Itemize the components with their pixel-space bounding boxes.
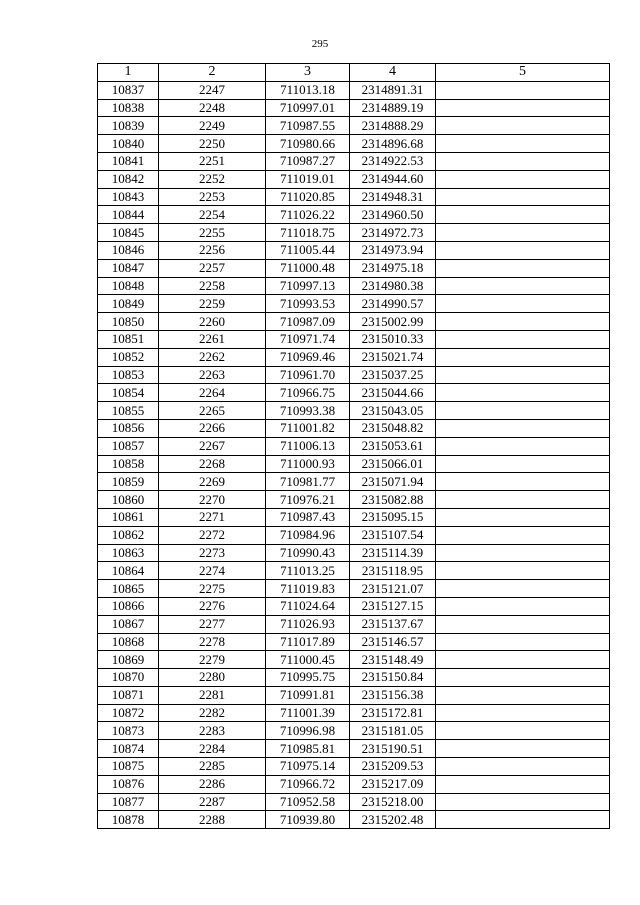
table-cell: 710952.58 [266,793,350,811]
table-cell [436,330,610,348]
table-cell: 2315127.15 [350,597,436,615]
table-cell: 2315172.81 [350,704,436,722]
table-cell: 2315044.66 [350,384,436,402]
table-row [98,437,610,455]
table-cell: 10859 [98,473,159,491]
table-cell: 2315148.49 [350,651,436,669]
table-cell: 10876 [98,775,159,793]
table-row [98,330,610,348]
table-cell: 2280 [159,669,266,687]
table-row [98,758,610,776]
table-row [98,295,610,313]
table-cell: 710966.75 [266,384,350,402]
table-cell [436,526,610,544]
table-cell: 710975.14 [266,758,350,776]
table-cell: 2315156.38 [350,686,436,704]
table-cell: 710995.75 [266,669,350,687]
table-row [98,366,610,384]
table-cell: 710984.96 [266,526,350,544]
table-cell: 2315071.94 [350,473,436,491]
table-row [98,775,610,793]
table-cell: 10844 [98,206,159,224]
table-cell: 2282 [159,704,266,722]
table-row [98,259,610,277]
table-row [98,348,610,366]
table-row [98,597,610,615]
table-cell: 710990.43 [266,544,350,562]
table-cell: 710961.70 [266,366,350,384]
table-cell: 10873 [98,722,159,740]
table-cell: 710987.43 [266,508,350,526]
table-row [98,81,610,99]
column-header: 3 [266,64,350,82]
table-cell: 711018.75 [266,224,350,242]
table-cell [436,99,610,117]
table-cell: 2247 [159,81,266,99]
table-cell: 710996.98 [266,722,350,740]
table-cell: 2314973.94 [350,241,436,259]
table-cell: 711001.39 [266,704,350,722]
table-cell [436,615,610,633]
table-cell: 2315043.05 [350,402,436,420]
table-cell: 2314889.19 [350,99,436,117]
table-cell: 2314948.31 [350,188,436,206]
table-cell: 2315150.84 [350,669,436,687]
table-cell: 711024.64 [266,597,350,615]
table-row [98,473,610,491]
table-cell: 10868 [98,633,159,651]
table-cell: 2261 [159,330,266,348]
table-row [98,419,610,437]
table-cell [436,295,610,313]
table-cell: 2279 [159,651,266,669]
column-header: 4 [350,64,436,82]
table-cell: 710971.74 [266,330,350,348]
table-cell: 10850 [98,313,159,331]
table-row [98,277,610,295]
table-cell: 2267 [159,437,266,455]
table-cell: 10842 [98,170,159,188]
table-cell: 711001.82 [266,419,350,437]
table-cell: 710939.80 [266,811,350,829]
table-cell: 2281 [159,686,266,704]
table-cell: 2315209.53 [350,758,436,776]
table-row [98,722,610,740]
table-cell: 10875 [98,758,159,776]
table-row [98,544,610,562]
table-cell: 2253 [159,188,266,206]
table-cell: 2315217.09 [350,775,436,793]
table-cell: 10846 [98,241,159,259]
table-cell: 2268 [159,455,266,473]
column-header: 1 [98,64,159,82]
table-cell: 2315218.00 [350,793,436,811]
table-row [98,491,610,509]
table-cell: 10857 [98,437,159,455]
table-cell: 2276 [159,597,266,615]
table-cell: 710997.13 [266,277,350,295]
table-cell: 10861 [98,508,159,526]
table-cell: 2271 [159,508,266,526]
table-cell: 2314972.73 [350,224,436,242]
table-cell: 2315010.33 [350,330,436,348]
table-cell: 10848 [98,277,159,295]
table-cell [436,775,610,793]
table-cell [436,117,610,135]
table-cell: 2249 [159,117,266,135]
table-cell: 710987.27 [266,152,350,170]
table-cell: 2274 [159,562,266,580]
table-cell: 2278 [159,633,266,651]
table-cell [436,170,610,188]
table-cell: 2288 [159,811,266,829]
table-row [98,686,610,704]
table-cell: 710980.66 [266,135,350,153]
table-cell [436,793,610,811]
table-cell [436,259,610,277]
column-header: 5 [436,64,610,82]
table-cell: 711026.22 [266,206,350,224]
table-cell: 2315146.57 [350,633,436,651]
table-cell [436,277,610,295]
table-cell: 2315190.51 [350,740,436,758]
table-cell: 711017.89 [266,633,350,651]
table-cell: 2250 [159,135,266,153]
table-cell: 10845 [98,224,159,242]
table-cell: 2315021.74 [350,348,436,366]
table-cell: 2315181.05 [350,722,436,740]
table-cell [436,508,610,526]
table-cell: 2287 [159,793,266,811]
table-cell: 711000.45 [266,651,350,669]
table-row [98,188,610,206]
table-cell [436,562,610,580]
table-cell: 2283 [159,722,266,740]
table-cell: 711026.93 [266,615,350,633]
table-row [98,740,610,758]
table-cell: 2315066.01 [350,455,436,473]
table-cell: 710981.77 [266,473,350,491]
table-cell: 2262 [159,348,266,366]
table-row [98,508,610,526]
table-cell: 710987.09 [266,313,350,331]
table-row [98,455,610,473]
table-cell: 2314975.18 [350,259,436,277]
table-row [98,651,610,669]
table-cell: 2264 [159,384,266,402]
table-cell [436,241,610,259]
table-cell [436,740,610,758]
table-cell: 10874 [98,740,159,758]
table-cell: 2260 [159,313,266,331]
table-cell: 2315107.54 [350,526,436,544]
table-cell: 711019.01 [266,170,350,188]
table-cell: 10864 [98,562,159,580]
table-cell: 711013.18 [266,81,350,99]
table-cell: 2259 [159,295,266,313]
table-cell: 2272 [159,526,266,544]
column-header: 2 [159,64,266,82]
table-cell: 2248 [159,99,266,117]
table-cell [436,402,610,420]
table-cell: 710985.81 [266,740,350,758]
table-cell [436,633,610,651]
table-cell: 711000.93 [266,455,350,473]
table-row [98,99,610,117]
table-row [98,562,610,580]
table-cell: 10862 [98,526,159,544]
table-cell [436,135,610,153]
table-cell: 711000.48 [266,259,350,277]
table-cell: 711006.13 [266,437,350,455]
table-cell [436,81,610,99]
table-body [98,81,610,828]
table-cell: 2315037.25 [350,366,436,384]
table-cell: 2314980.38 [350,277,436,295]
table-cell: 2315118.95 [350,562,436,580]
table-cell: 2315048.82 [350,419,436,437]
table-cell: 710966.72 [266,775,350,793]
table-cell: 10854 [98,384,159,402]
table-cell [436,651,610,669]
table-cell: 10838 [98,99,159,117]
table-row [98,170,610,188]
table-cell: 10840 [98,135,159,153]
table-cell [436,419,610,437]
table-cell: 2257 [159,259,266,277]
table-cell: 711005.44 [266,241,350,259]
table-cell [436,313,610,331]
table-cell [436,188,610,206]
table-cell: 2284 [159,740,266,758]
table-cell: 2315202.48 [350,811,436,829]
table-row [98,206,610,224]
table-cell [436,384,610,402]
table-cell: 710997.01 [266,99,350,117]
table-cell: 10877 [98,793,159,811]
table-cell: 10871 [98,686,159,704]
table-cell: 710987.55 [266,117,350,135]
table-cell: 710976.21 [266,491,350,509]
table-row [98,580,610,598]
table-cell: 2277 [159,615,266,633]
table-cell: 2314891.31 [350,81,436,99]
table-cell: 2269 [159,473,266,491]
table-row [98,633,610,651]
table-row [98,384,610,402]
table-cell [436,580,610,598]
table-cell: 2314922.53 [350,152,436,170]
table-cell: 2273 [159,544,266,562]
table-cell: 2265 [159,402,266,420]
table-cell: 10843 [98,188,159,206]
table-cell [436,455,610,473]
table-cell: 2315053.61 [350,437,436,455]
table-cell: 10870 [98,669,159,687]
page-number: 295 [311,38,329,50]
table-cell: 10856 [98,419,159,437]
table-cell: 710991.81 [266,686,350,704]
table-cell: 2266 [159,419,266,437]
table-cell: 2315121.07 [350,580,436,598]
table-cell: 2275 [159,580,266,598]
table-cell [436,473,610,491]
table-cell: 711020.85 [266,188,350,206]
table-cell: 2314944.60 [350,170,436,188]
table-cell [436,437,610,455]
table-cell: 2263 [159,366,266,384]
table-row [98,793,610,811]
table-row [98,313,610,331]
table-row [98,135,610,153]
table-cell: 10878 [98,811,159,829]
table-cell: 10866 [98,597,159,615]
table-cell [436,491,610,509]
table-cell: 710993.38 [266,402,350,420]
table-row [98,152,610,170]
table-cell: 10841 [98,152,159,170]
table-cell: 2314990.57 [350,295,436,313]
table-cell: 2315082.88 [350,491,436,509]
table-cell: 10860 [98,491,159,509]
table-cell: 2314888.29 [350,117,436,135]
table-cell: 10853 [98,366,159,384]
table-cell: 711019.83 [266,580,350,598]
table-row [98,704,610,722]
table-cell: 2314960.50 [350,206,436,224]
table-cell: 2258 [159,277,266,295]
table-row [98,615,610,633]
table-row [98,669,610,687]
table-cell: 10872 [98,704,159,722]
table-cell: 2315002.99 [350,313,436,331]
table-cell: 2286 [159,775,266,793]
table-row [98,526,610,544]
table-cell: 2315114.39 [350,544,436,562]
table-cell [436,366,610,384]
table-cell: 2256 [159,241,266,259]
table-cell: 10863 [98,544,159,562]
table-cell: 2251 [159,152,266,170]
table-cell [436,811,610,829]
table-cell: 2285 [159,758,266,776]
table-row [98,241,610,259]
table-cell: 2315137.67 [350,615,436,633]
coordinates-table [97,63,610,829]
table-cell [436,206,610,224]
table-cell: 10858 [98,455,159,473]
table-header-row [98,64,610,82]
table-cell [436,224,610,242]
table-cell [436,704,610,722]
table-cell: 2252 [159,170,266,188]
table-cell: 10839 [98,117,159,135]
table-cell [436,597,610,615]
table-cell [436,722,610,740]
table-cell [436,686,610,704]
table-cell: 710993.53 [266,295,350,313]
table-cell: 10867 [98,615,159,633]
table-cell [436,758,610,776]
table-cell: 10837 [98,81,159,99]
table-row [98,402,610,420]
table-cell: 10869 [98,651,159,669]
table-cell: 10851 [98,330,159,348]
table-cell: 10849 [98,295,159,313]
table-cell: 710969.46 [266,348,350,366]
table-cell [436,544,610,562]
table-cell [436,152,610,170]
table-cell: 2314896.68 [350,135,436,153]
table-cell [436,669,610,687]
table-row [98,117,610,135]
table-cell: 2255 [159,224,266,242]
table-cell: 2315095.15 [350,508,436,526]
table-cell: 10855 [98,402,159,420]
table-cell: 711013.25 [266,562,350,580]
table-cell: 10865 [98,580,159,598]
table-cell: 2254 [159,206,266,224]
table-cell [436,348,610,366]
table-row [98,811,610,829]
table-cell: 2270 [159,491,266,509]
table-cell: 10847 [98,259,159,277]
table-row [98,224,610,242]
table-cell: 10852 [98,348,159,366]
